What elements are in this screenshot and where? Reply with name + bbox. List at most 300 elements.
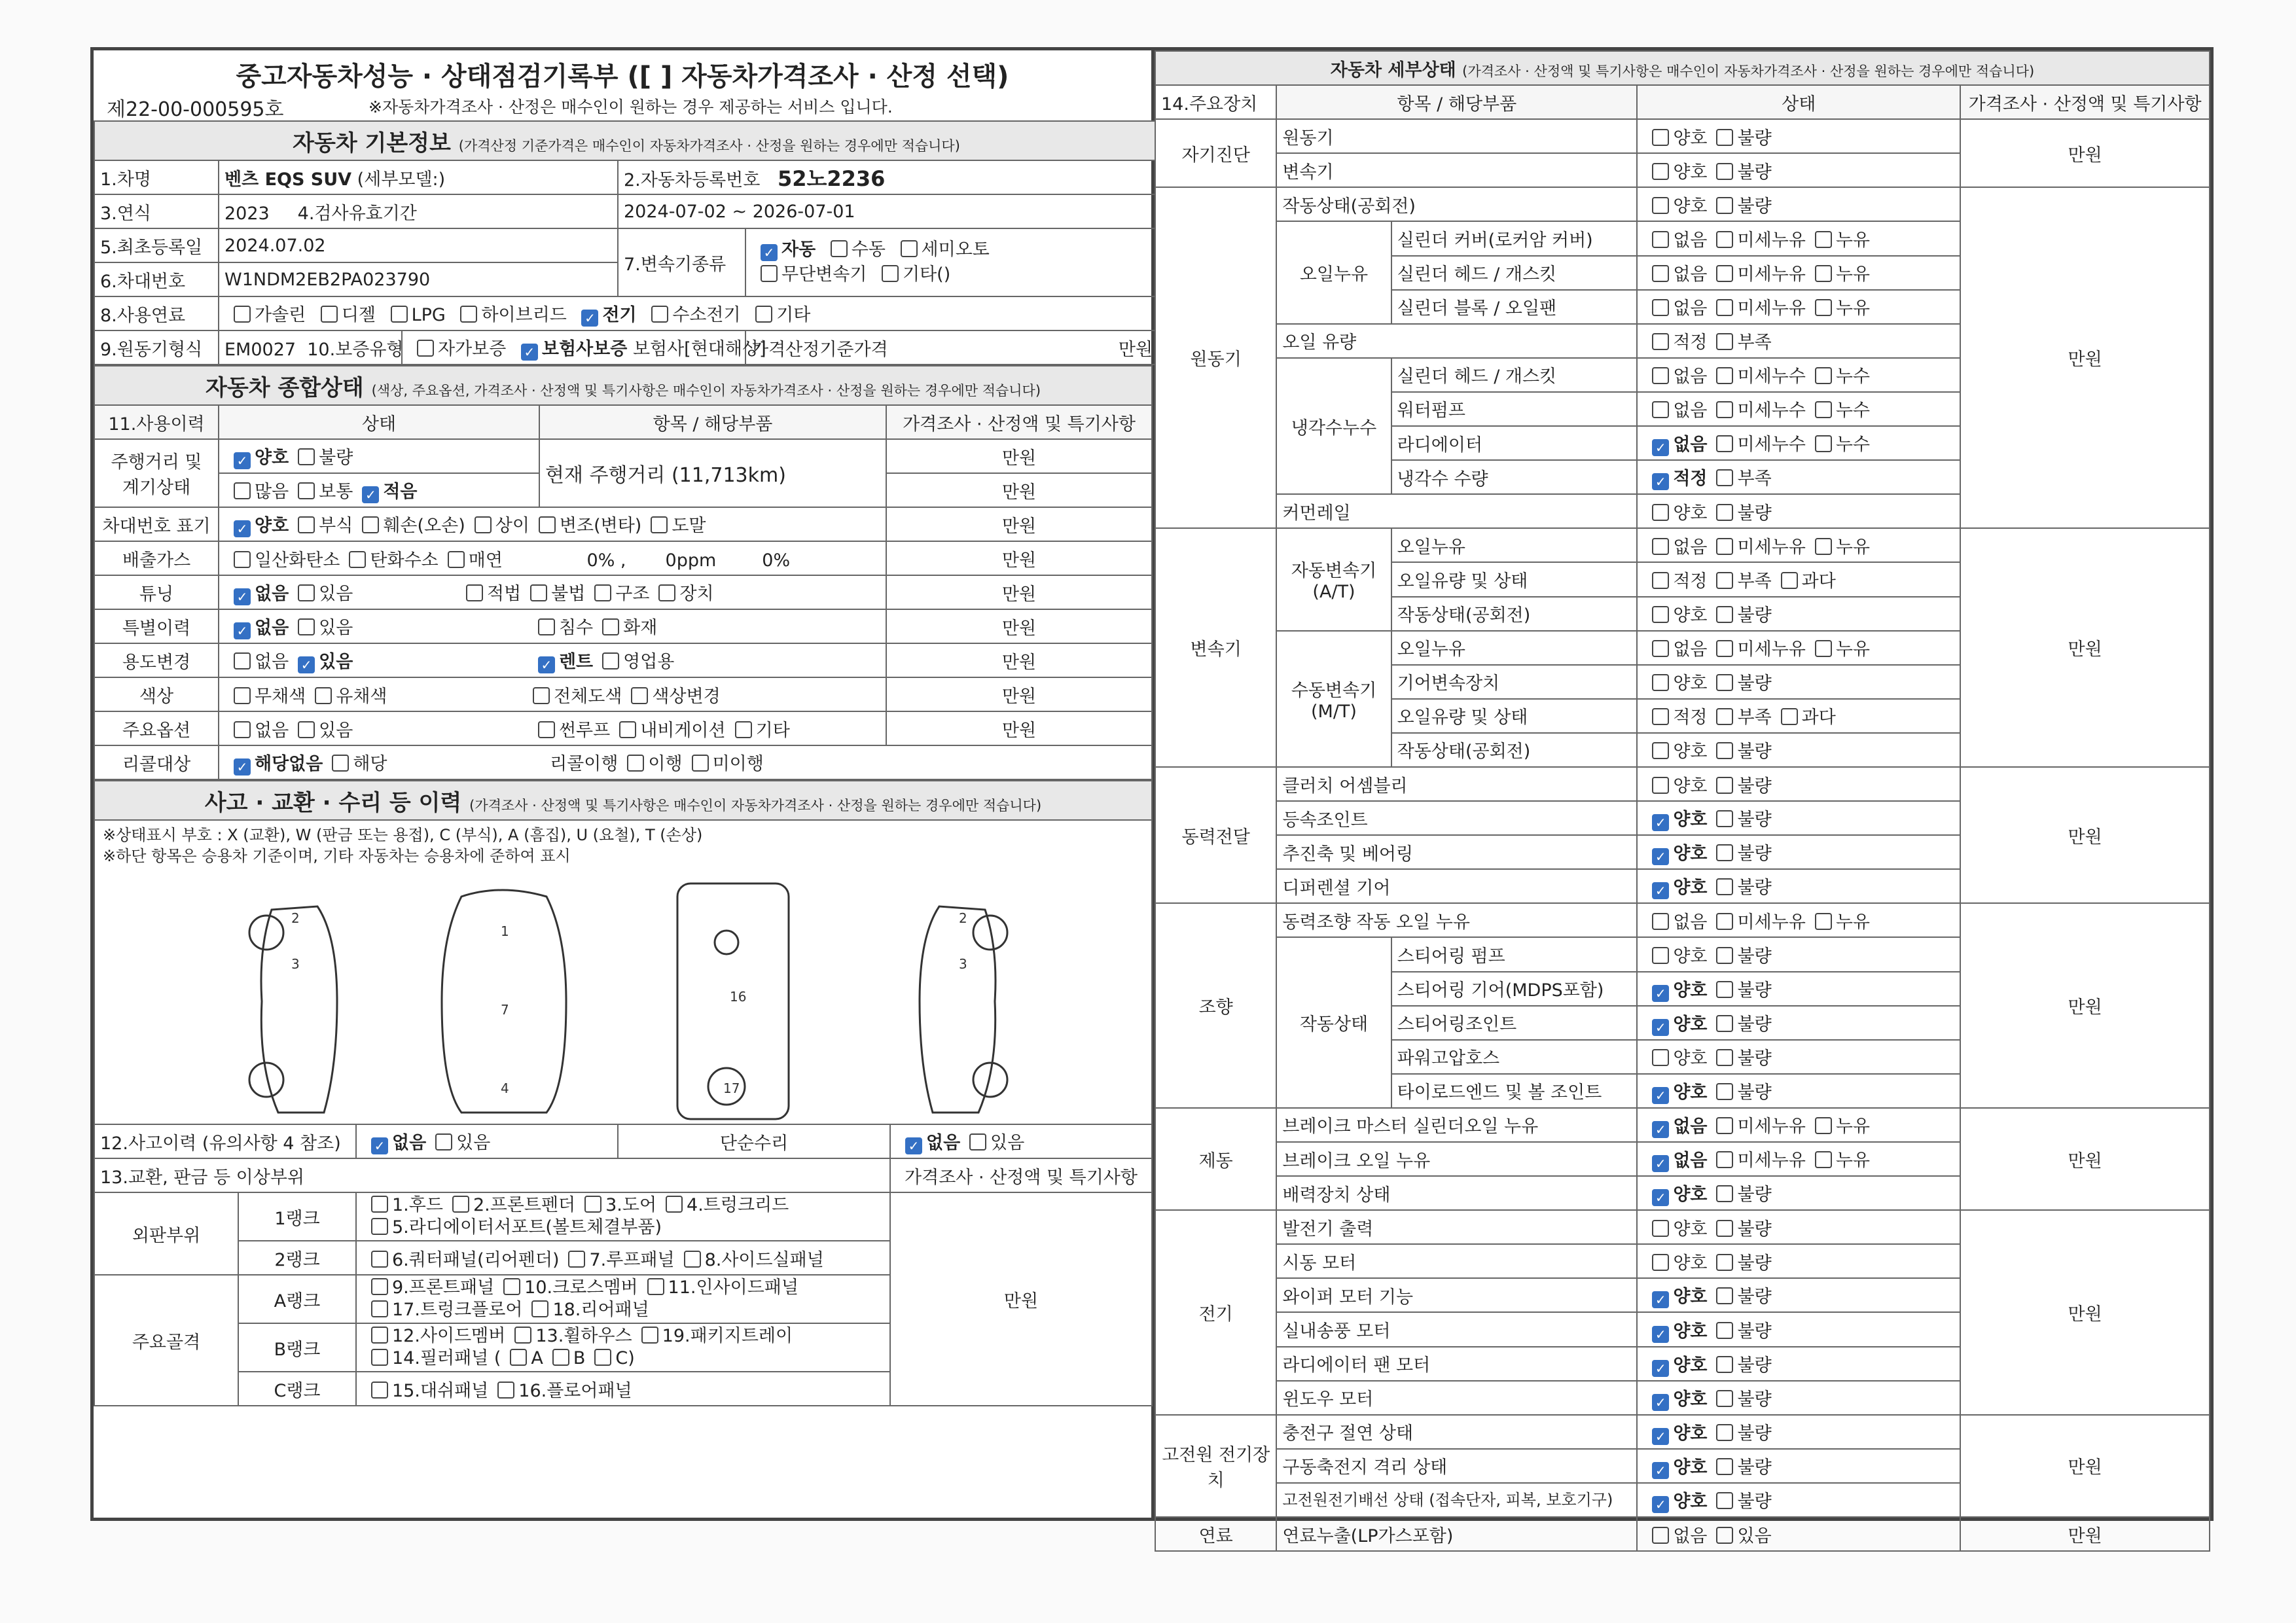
checkbox[interactable] (1716, 469, 1733, 486)
option-label: 양호 (1673, 844, 1708, 865)
year-label: 3.연식 (94, 194, 219, 228)
detail-price: 만원 (1960, 1517, 2210, 1551)
warranty-options: 자가보증 ✓ 보험사보증 보험사[현대해상] (402, 330, 745, 365)
option-label: 불량 (1737, 1321, 1772, 1342)
option-label: 미세누유 (1737, 912, 1806, 933)
checkbox[interactable] (1716, 1527, 1733, 1544)
detail-state-options (1637, 1040, 1960, 1074)
part-num-16: 16 (730, 989, 747, 1005)
detail-item-label: 고전원전기배선 상태 (접속단자, 피복, 보호기구) (1276, 1483, 1637, 1517)
detail-item-label: 디퍼렌셜 기어 (1276, 869, 1637, 903)
option-label: 불량 (1737, 1355, 1772, 1376)
option-label: 누유 (1835, 298, 1870, 319)
detail-state-options (1637, 1278, 1960, 1312)
option-label: 누유 (1835, 1150, 1870, 1171)
checkbox[interactable]: ✓ (1652, 1394, 1669, 1411)
checkbox[interactable] (1652, 197, 1669, 214)
checkbox[interactable] (1652, 231, 1669, 248)
detail-table (1155, 50, 2210, 1552)
part-num-4: 4 (501, 1080, 509, 1096)
detail-state-options (1637, 597, 1960, 631)
detail-row (1155, 528, 2210, 562)
option-label: 불량 (1737, 1423, 1772, 1444)
vin-value: W1NDM2EB2PA023790 (219, 262, 618, 296)
checkbox[interactable] (1716, 231, 1733, 248)
checkbox[interactable] (1716, 1424, 1733, 1441)
checkbox[interactable]: ✓ (1652, 882, 1669, 899)
detail-state-options (1637, 1483, 1960, 1517)
checkbox[interactable] (1716, 1390, 1733, 1407)
mileage-state-2: 많음 보통 ✓ 적음 (219, 473, 539, 507)
detail-state-options (1637, 937, 1960, 971)
detail-item-label: 오일유량 및 상태 (1391, 562, 1638, 596)
page-title: 중고자동차성능 · 상태점검기록부 ([ ] 자동차가격조사 · 산정 선택) (236, 62, 1009, 92)
checkbox[interactable] (1815, 1117, 1832, 1134)
detail-state-options (1637, 972, 1960, 1006)
rankC-parts: 15.대쉬패널 16.플로어패널 (356, 1372, 890, 1406)
checkbox[interactable] (1716, 1287, 1733, 1304)
detail-item-label: 실린더 헤드 / 개스킷 (1391, 256, 1638, 290)
accident-history-label: 12.사고이력 (유의사항 4 참조) (94, 1124, 356, 1158)
sub-group-mt: 수동변속기 (M/T) (1276, 631, 1391, 767)
detail-item-label: 스티어링 기어(MDPS포함) (1391, 972, 1638, 1006)
service-note: ※자동차가격조사 · 산정은 매수인이 원하는 경우 제공하는 서비스 입니다. (368, 98, 893, 116)
option-label: 양호 (1673, 503, 1708, 524)
fuel-options: 가솔린 디젤 LPG 하이브리드 ✓ 전기 수소전기 기타 (219, 296, 1158, 330)
recall-label: 리콜대상 (94, 745, 219, 779)
detail-price: 만원 (1960, 187, 2210, 528)
checkbox[interactable] (1716, 367, 1733, 384)
option-label: 누유 (1835, 264, 1870, 285)
option-label: 불량 (1737, 605, 1772, 626)
checkbox[interactable]: ✓ (1652, 1189, 1669, 1206)
option-label: 없음 (1673, 639, 1708, 660)
checkbox[interactable]: ✓ (1652, 473, 1669, 490)
part-num-3-left: 3 (291, 956, 300, 972)
checkbox[interactable] (1652, 777, 1669, 794)
detail-item-label: 스티어링조인트 (1391, 1006, 1638, 1040)
device-group-fuel: 연료 (1155, 1517, 1276, 1551)
checkbox[interactable]: ✓ (1652, 1360, 1669, 1377)
option-label: 불량 (1737, 162, 1772, 183)
checkbox[interactable] (1716, 913, 1733, 930)
detail-price: 만원 (1960, 767, 2210, 903)
first-reg-label: 5.최초등록일 (94, 228, 219, 262)
option-label: 없음 (1673, 537, 1708, 558)
detail-item-label: 오일유량 및 상태 (1391, 699, 1638, 733)
option-label: 있음 (1737, 1525, 1772, 1546)
checkbox[interactable] (1716, 1458, 1733, 1475)
checkbox[interactable] (1716, 1049, 1733, 1066)
checkbox[interactable] (1781, 572, 1798, 589)
mileage-state-1: ✓ 양호 불량 (219, 439, 539, 473)
year-cell: 2023 4.검사유효기간 (219, 194, 618, 228)
summary-header-state: 상태 (219, 405, 539, 439)
option-label: 양호 (1673, 196, 1708, 217)
checkbox[interactable]: ✓ (1652, 1019, 1669, 1036)
detail-item-label: 브레이크 오일 누유 (1276, 1142, 1637, 1176)
checkbox[interactable] (1815, 538, 1832, 555)
detail-item-label: 클러치 어셈블리 (1276, 767, 1637, 801)
option-label: 누유 (1835, 639, 1870, 660)
checkbox[interactable] (1652, 265, 1669, 282)
detail-state-options (1637, 1449, 1960, 1483)
detail-state-options (1637, 1517, 1960, 1551)
checkbox[interactable] (1815, 435, 1832, 452)
option-label: 불량 (1737, 1048, 1772, 1069)
detail-row (1155, 119, 2210, 153)
checkbox[interactable] (1652, 606, 1669, 623)
car-right-side (920, 906, 996, 1113)
detail-item-label: 작동상태(공회전) (1391, 733, 1638, 767)
option-label: 적정 (1673, 707, 1708, 728)
checkbox[interactable] (1781, 708, 1798, 725)
plate-options: ✓ 양호 부식 훼손(오손) 상이 변조(변타) 도말 (219, 507, 886, 541)
option-label: 불량 (1737, 878, 1772, 899)
option-label: 미세누유 (1737, 1150, 1806, 1171)
car-name: 벤츠 EQS SUV (세부모델:) (219, 160, 618, 194)
checkbox[interactable] (1716, 1015, 1733, 1032)
detail-item-label: 실린더 커버(로커암 커버) (1391, 221, 1638, 255)
option-label: 양호 (1673, 1321, 1708, 1342)
checkbox[interactable] (1716, 1083, 1733, 1100)
option-label: 양호 (1673, 1185, 1708, 1205)
checkbox[interactable] (1716, 981, 1733, 998)
option-label: 미세누유 (1737, 537, 1806, 558)
detail-state-options (1637, 426, 1960, 460)
checkbox[interactable]: ✓ (1652, 1428, 1669, 1445)
option-label: 양호 (1673, 1219, 1708, 1240)
checkbox[interactable]: ✓ (1652, 1462, 1669, 1479)
option-label: 없음 (1673, 366, 1708, 387)
checkbox[interactable] (1652, 299, 1669, 316)
device-group-power: 동력전달 (1155, 767, 1276, 903)
checkbox[interactable] (1716, 810, 1733, 827)
accident-history-options: ✓ 없음 있음 (356, 1124, 618, 1158)
option-label: 없음 (1673, 912, 1708, 933)
checkbox[interactable] (1652, 708, 1669, 725)
tuning-price: 만원 (886, 575, 1152, 609)
checkbox[interactable] (1716, 129, 1733, 146)
checkbox[interactable] (1716, 1185, 1733, 1202)
part-num-1: 1 (501, 923, 509, 939)
checkbox[interactable] (1652, 742, 1669, 759)
sub-group-cool: 냉각수누수 (1276, 358, 1391, 494)
option-label: 불량 (1737, 1185, 1772, 1205)
checkbox[interactable] (1652, 640, 1669, 657)
summary-section-title: 자동차 종합상태 (색상, 주요옵션, 가격조사 · 산정액 및 특기사항은 매수인이 자동차가격조사 · 산정을 원하는 경우에만 적습니다) (94, 366, 1152, 405)
color-label: 색상 (94, 677, 219, 711)
option-label: 주요옵션 (94, 711, 219, 745)
detail-price: 만원 (1960, 1210, 2210, 1415)
option-label: 불량 (1737, 673, 1772, 694)
checkbox[interactable] (1716, 435, 1733, 452)
checkbox[interactable] (1652, 401, 1669, 418)
option-label: 양호 (1673, 673, 1708, 694)
checkbox[interactable] (1815, 231, 1832, 248)
detail-price: 만원 (1960, 1415, 2210, 1517)
summary-header-item: 항목 / 해당부품 (539, 405, 886, 439)
mileage-now: 현재 주행거리 (11,713km) (539, 439, 886, 507)
option-label: 미세누유 (1737, 1116, 1806, 1137)
rankA-label: A랭크 (238, 1275, 356, 1323)
checkbox[interactable]: ✓ (1652, 1155, 1669, 1172)
option-label: 없음 (1673, 264, 1708, 285)
checkbox[interactable] (1815, 367, 1832, 384)
detail-section-title: 자동차 세부상태 (가격조사 · 산정액 및 특기사항은 매수인이 자동차가격조사 · 산정을 원하는 경우에만 적습니다) (1155, 51, 2210, 85)
detail-item-label: 파워고압호스 (1391, 1040, 1638, 1074)
option-label: 누수 (1835, 366, 1870, 387)
checkbox[interactable] (1716, 299, 1733, 316)
detail-item-label: 윈도우 모터 (1276, 1381, 1637, 1415)
checkbox[interactable] (1716, 606, 1733, 623)
reg-no-cell: 2.자동차등록번호 52노2236 (618, 160, 1158, 194)
option-label: 양호 (1673, 1048, 1708, 1069)
legend-note: ※하단 항목은 승용차 기준이며, 기타 자동차는 승용차에 준하여 표시 (103, 847, 571, 865)
checkbox[interactable] (1716, 1322, 1733, 1339)
detail-item-label: 오일누유 (1391, 631, 1638, 665)
checkbox[interactable]: ✓ (1652, 1496, 1669, 1513)
checkbox[interactable] (1652, 163, 1669, 180)
checkbox[interactable] (1815, 401, 1832, 418)
checkbox[interactable]: ✓ (1652, 985, 1669, 1002)
emission-label: 배출가스 (94, 541, 219, 575)
checkbox[interactable]: ✓ (1652, 1121, 1669, 1138)
checkbox[interactable] (1716, 401, 1733, 418)
checkbox[interactable]: ✓ (1652, 1291, 1669, 1308)
rankC-label: C랭크 (238, 1372, 356, 1406)
checkbox[interactable]: ✓ (1652, 439, 1669, 456)
checkbox[interactable]: ✓ (1652, 848, 1669, 865)
detail-row (1155, 1415, 2210, 1449)
checkbox[interactable] (1716, 572, 1733, 589)
car-diagram-cell (94, 820, 1152, 1124)
option-label: 양호 (1673, 946, 1708, 967)
checkbox[interactable] (1716, 163, 1733, 180)
checkbox[interactable] (1652, 1049, 1669, 1066)
checkbox[interactable] (1716, 1492, 1733, 1509)
rankA-parts: 9.프론트패널 10.크로스멤버 11.인사이드패널 17.트렁크플로어 18.리어패널 (356, 1275, 890, 1323)
checkbox[interactable] (1716, 742, 1733, 759)
option-label: 과다 (1801, 707, 1836, 728)
detail-item-label: 실내송풍 모터 (1276, 1312, 1637, 1346)
checkbox[interactable] (1815, 1151, 1832, 1168)
checkbox[interactable] (1815, 299, 1832, 316)
option-label: 미세누유 (1737, 639, 1806, 660)
checkbox[interactable] (1652, 947, 1669, 964)
checkbox[interactable] (1652, 913, 1669, 930)
part-num-17: 17 (723, 1080, 740, 1096)
checkbox[interactable] (1716, 1220, 1733, 1237)
detail-state-options (1637, 1244, 1960, 1278)
recall-options: ✓ 해당없음 해당 리콜이행 이행 미이행 (219, 745, 1152, 779)
option-label: 미세누유 (1737, 264, 1806, 285)
checkbox[interactable] (1652, 129, 1669, 146)
name-label: 1.차명 (94, 160, 219, 194)
detail-item-label: 와이퍼 모터 기능 (1276, 1278, 1637, 1312)
detail-item-label: 연료누출(LP가스포함) (1276, 1517, 1637, 1551)
detail-state-options (1637, 562, 1960, 596)
detail-state-options (1637, 869, 1960, 903)
left-panel (90, 47, 1155, 1521)
detail-row (1155, 1210, 2210, 1244)
detail-price: 만원 (1960, 1108, 2210, 1210)
color-options: 무채색 유채색 전체도색 색상변경 (219, 677, 886, 711)
detail-item-label: 라디에이터 팬 모터 (1276, 1347, 1637, 1381)
detail-state-options (1637, 324, 1960, 358)
option-price: 만원 (886, 711, 1152, 745)
checkbox[interactable] (1652, 367, 1669, 384)
checkbox[interactable] (1716, 333, 1733, 350)
option-label: 양호 (1673, 1287, 1708, 1308)
detail-header-price: 가격조사 · 산정액 및 특기사항 (1960, 85, 2210, 119)
detail-state-options (1637, 1210, 1960, 1244)
option-label: 미세누수 (1737, 401, 1806, 421)
detail-item-label: 기어변속장치 (1391, 665, 1638, 699)
checkbox[interactable] (1716, 878, 1733, 895)
option-label: 양호 (1673, 605, 1708, 626)
checkbox[interactable] (1716, 1254, 1733, 1271)
detail-item-label: 작동상태(공회전) (1276, 187, 1637, 221)
option-label: 양호 (1673, 878, 1708, 899)
detail-row (1155, 187, 2210, 221)
checkbox[interactable] (1716, 538, 1733, 555)
detail-state-options (1637, 1176, 1960, 1210)
detail-row (1155, 1108, 2210, 1142)
option-label: 양호 (1673, 1082, 1708, 1103)
use-label: 용도변경 (94, 643, 219, 677)
option-label: 부족 (1737, 469, 1772, 490)
detail-item-label: 스티어링 펌프 (1391, 937, 1638, 971)
checkbox[interactable] (1716, 947, 1733, 964)
detail-state-options (1637, 494, 1960, 528)
checkbox[interactable] (1716, 640, 1733, 657)
detail-header-device: 14.주요장치 (1155, 85, 1276, 119)
emission-price: 만원 (886, 541, 1152, 575)
option-label: 과다 (1801, 571, 1836, 592)
checkbox[interactable] (1815, 265, 1832, 282)
checkbox[interactable] (1716, 777, 1733, 794)
detail-item-label: 브레이크 마스터 실린더오일 누유 (1276, 1108, 1637, 1142)
checkbox[interactable] (1652, 674, 1669, 691)
plate-label: 차대번호 표기 (94, 507, 219, 541)
checkbox[interactable] (1716, 708, 1733, 725)
detail-state-options (1637, 1074, 1960, 1108)
detail-state-options (1637, 835, 1960, 869)
detail-item-label: 충전구 절연 상태 (1276, 1415, 1637, 1449)
detail-item-label: 실린더 헤드 / 개스킷 (1391, 358, 1638, 392)
option-label: 양호 (1673, 741, 1708, 762)
color-price: 만원 (886, 677, 1152, 711)
wheel-right-rear (973, 1063, 1007, 1097)
inspect-period: 2024-07-02 ~ 2026-07-01 (618, 194, 1158, 228)
detail-state-options (1637, 221, 1960, 255)
checkbox[interactable] (1716, 674, 1733, 691)
exchange-price: 만원 (890, 1192, 1152, 1406)
detail-state-options (1637, 1347, 1960, 1381)
option-label: 누유 (1835, 230, 1870, 251)
use-options: 없음 ✓ 있음 ✓ 렌트 영업용 (219, 643, 886, 677)
detail-state-options (1637, 665, 1960, 699)
basic-section-title: 자동차 기본정보 (가격산정 기준가격은 매수인이 자동차가격조사 · 산정을 원하는 경우에만 적습니다) (94, 121, 1158, 160)
checkbox[interactable] (1716, 1151, 1733, 1168)
rank1-label: 1랭크 (238, 1192, 356, 1241)
checkbox[interactable]: ✓ (1652, 814, 1669, 831)
engine-label: 9.원동기형식 (94, 330, 219, 365)
option-label: 양호 (1673, 980, 1708, 1001)
device-group-trans: 변속기 (1155, 528, 1276, 767)
detail-state-options (1637, 153, 1960, 187)
checkbox[interactable] (1652, 1527, 1669, 1544)
option-label: 양호 (1673, 1014, 1708, 1035)
checkbox[interactable] (1716, 504, 1733, 521)
checkbox[interactable] (1815, 640, 1832, 657)
detail-header-item: 항목 / 해당부품 (1276, 85, 1637, 119)
checkbox[interactable] (1652, 538, 1669, 555)
mileage-price-2: 만원 (886, 473, 1152, 507)
checkbox[interactable]: ✓ (1652, 1326, 1669, 1343)
option-label: 누유 (1835, 912, 1870, 933)
detail-state-options (1637, 1381, 1960, 1415)
trans-label: 7.변속기종류 (618, 228, 745, 296)
outer-label: 외판부위 (94, 1192, 238, 1275)
option-label: 양호 (1673, 810, 1708, 830)
summary-table (94, 365, 1153, 780)
option-label: 양호 (1673, 1457, 1708, 1478)
checkbox[interactable] (1652, 572, 1669, 589)
option-label: 양호 (1673, 1423, 1708, 1444)
option-label: 불량 (1737, 844, 1772, 865)
frame-label: 주요골격 (94, 1275, 238, 1406)
option-label: 불량 (1737, 1287, 1772, 1308)
device-group-engine: 원동기 (1155, 187, 1276, 528)
checkbox[interactable] (1652, 504, 1669, 521)
option-label: 미세누유 (1737, 298, 1806, 319)
checkbox[interactable] (1652, 1220, 1669, 1237)
option-label: 불량 (1737, 1389, 1772, 1410)
car-diagram (95, 870, 1142, 1119)
checkbox[interactable] (1652, 1254, 1669, 1271)
option-label: 양호 (1673, 1389, 1708, 1410)
checkbox[interactable] (1716, 1117, 1733, 1134)
summary-header-price: 가격조사 · 산정액 및 특기사항 (886, 405, 1152, 439)
checkbox[interactable]: ✓ (1652, 1087, 1669, 1104)
sub-group-at: 자동변속기 (A/T) (1276, 528, 1391, 630)
detail-state-options (1637, 119, 1960, 153)
checkbox[interactable] (1716, 197, 1733, 214)
detail-item-label: 커먼레일 (1276, 494, 1637, 528)
checkbox[interactable] (1815, 913, 1832, 930)
wheel-left-rear (249, 1063, 283, 1097)
detail-state-options (1637, 1312, 1960, 1346)
checkbox[interactable] (1716, 1356, 1733, 1373)
option-label: 누수 (1835, 401, 1870, 421)
detail-state-options (1637, 767, 1960, 801)
checkbox[interactable] (1716, 265, 1733, 282)
detail-state-options (1637, 187, 1960, 221)
base-price: 가격산정기준가격 만원 (745, 330, 1158, 365)
option-label: 미세누수 (1737, 435, 1806, 455)
checkbox[interactable] (1652, 333, 1669, 350)
detail-item-label: 워터펌프 (1391, 392, 1638, 426)
detail-state-options (1637, 631, 1960, 665)
option-label: 없음 (1673, 1150, 1708, 1171)
option-label: 불량 (1737, 776, 1772, 796)
option-label: 양호 (1673, 1253, 1708, 1274)
accident-section-title: 사고 · 교환 · 수리 등 이력 (가격조사 · 산정액 및 특기사항은 매수인이 자동차가격조사 · 산정을 원하는 경우에만 적습니다) (94, 781, 1152, 820)
option-label: 없음 (1673, 435, 1708, 455)
checkbox[interactable] (1716, 844, 1733, 861)
